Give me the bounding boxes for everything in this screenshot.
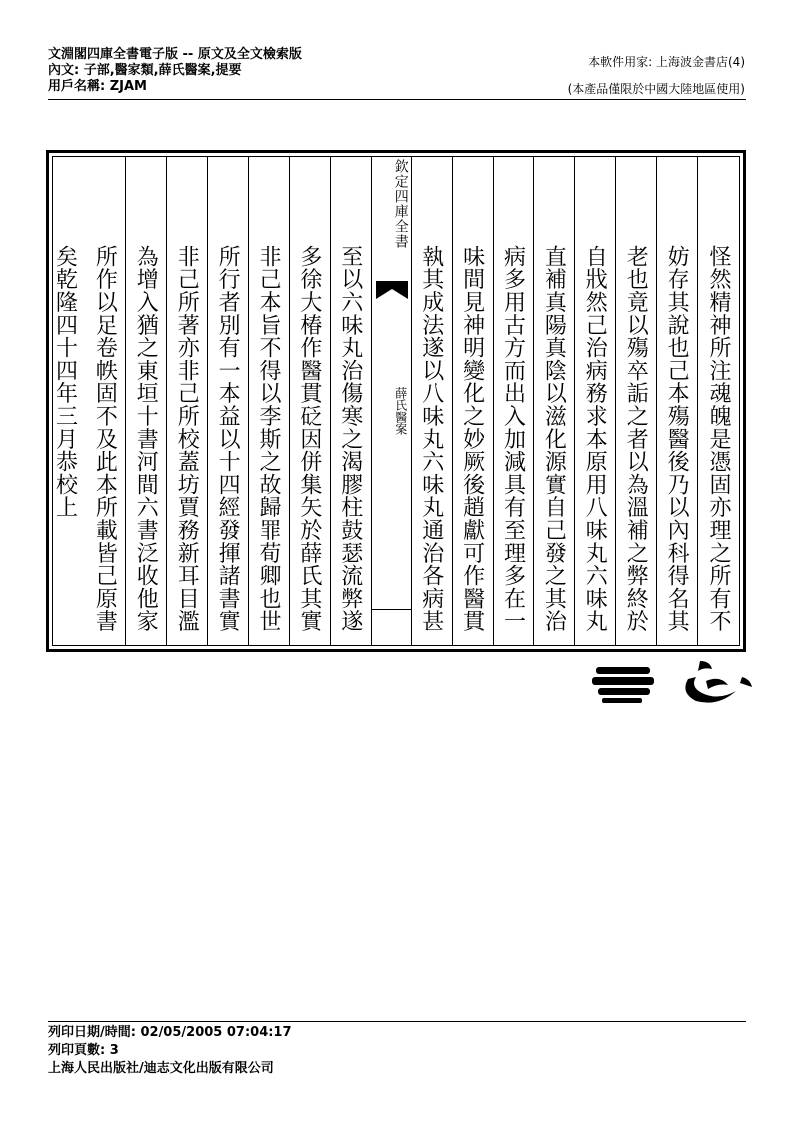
column-text: 自戕然己治病務求本原用八味丸六味丸 xyxy=(582,245,608,633)
text-column xyxy=(126,157,167,645)
header-right xyxy=(568,49,745,103)
text-panel xyxy=(52,156,740,646)
text-column xyxy=(290,157,331,645)
column-text: 所作以足卷帙固不及此本所載皆己原書 xyxy=(92,245,118,633)
footer xyxy=(48,1024,292,1078)
text-column xyxy=(575,157,616,645)
center-fold-column xyxy=(372,157,412,645)
text-column xyxy=(412,157,453,645)
publisher: 上海人民出版社/迪志文化出版有限公司 xyxy=(48,1061,274,1076)
column-text: 多徐大椿作醫貫砭因併集矢於薛氏其實 xyxy=(296,245,322,633)
column-text: 至以六味丸治傷寒之渴膠柱鼓瑟流弊遂 xyxy=(337,245,363,633)
header-left xyxy=(48,47,302,95)
column-text: 病多用古方而出入加減具有至理多在一 xyxy=(500,245,526,633)
text-column xyxy=(208,157,249,645)
print-datetime: 列印日期/時間: 02/05/2005 07:04:17 xyxy=(48,1025,292,1040)
column-text: 非己本旨不得以李斯之故歸罪荀卿也世 xyxy=(255,245,281,633)
text-column xyxy=(45,157,86,645)
column-text: 怪然精神所注魂魄是憑固亦理之所有不 xyxy=(705,245,731,633)
header-title: 文淵閣四庫全書電子版 -- 原文及全文檢索版 xyxy=(48,47,302,62)
column-text: 所行者別有一本益以十四經發揮諸書實 xyxy=(215,245,241,633)
column-text: 執其成法遂以八味丸六味丸通治各病甚 xyxy=(418,245,444,633)
text-column xyxy=(535,157,576,645)
header-region-notice: (本產品僅限於中國大陸地區使用) xyxy=(567,82,745,96)
column-text: 直補真陽真陰以滋化源實自己發之其治 xyxy=(541,245,567,633)
column-text: 非己所著亦非己所校蓋坊賈務新耳目濫 xyxy=(174,245,200,633)
text-column xyxy=(453,157,494,645)
column-text: 老也竟以殤卒詬之者以為溫補之弊終於 xyxy=(623,245,649,633)
text-column xyxy=(698,157,739,645)
fishtail-mark-icon xyxy=(376,281,408,299)
header-content-path: 內文: 子部,醫家類,薛氏醫案,提要 xyxy=(48,63,242,78)
collection-title: 欽定四庫全書 xyxy=(392,159,409,249)
print-page-count: 列印頁數: 3 xyxy=(48,1043,119,1058)
text-column xyxy=(657,157,698,645)
header-username: 用戶名稱: ZJAM xyxy=(48,79,147,94)
column-text: 味間見神明變化之妙厥後趙獻可作醫貫 xyxy=(459,245,485,633)
footer-divider xyxy=(48,1021,746,1022)
text-column xyxy=(616,157,657,645)
text-column xyxy=(249,157,290,645)
seal-logo xyxy=(592,657,772,707)
text-column xyxy=(167,157,208,645)
book-title: 薛氏醫案 xyxy=(393,387,408,435)
column-text: 妨存其說也己本殤醫後乃以內科得名其 xyxy=(664,245,690,633)
page-frame xyxy=(46,150,746,652)
column-text: 矣乾隆四十四年三月恭校上 xyxy=(52,245,78,519)
header-licensee: 本軟件用家: 上海波金書店(4) xyxy=(588,55,745,69)
text-column xyxy=(494,157,535,645)
text-column xyxy=(331,157,372,645)
center-rule xyxy=(372,609,411,610)
text-column xyxy=(86,157,127,645)
column-text: 為增入猶之東垣十書河間六書泛收他家 xyxy=(133,245,159,633)
header-divider xyxy=(48,99,746,100)
